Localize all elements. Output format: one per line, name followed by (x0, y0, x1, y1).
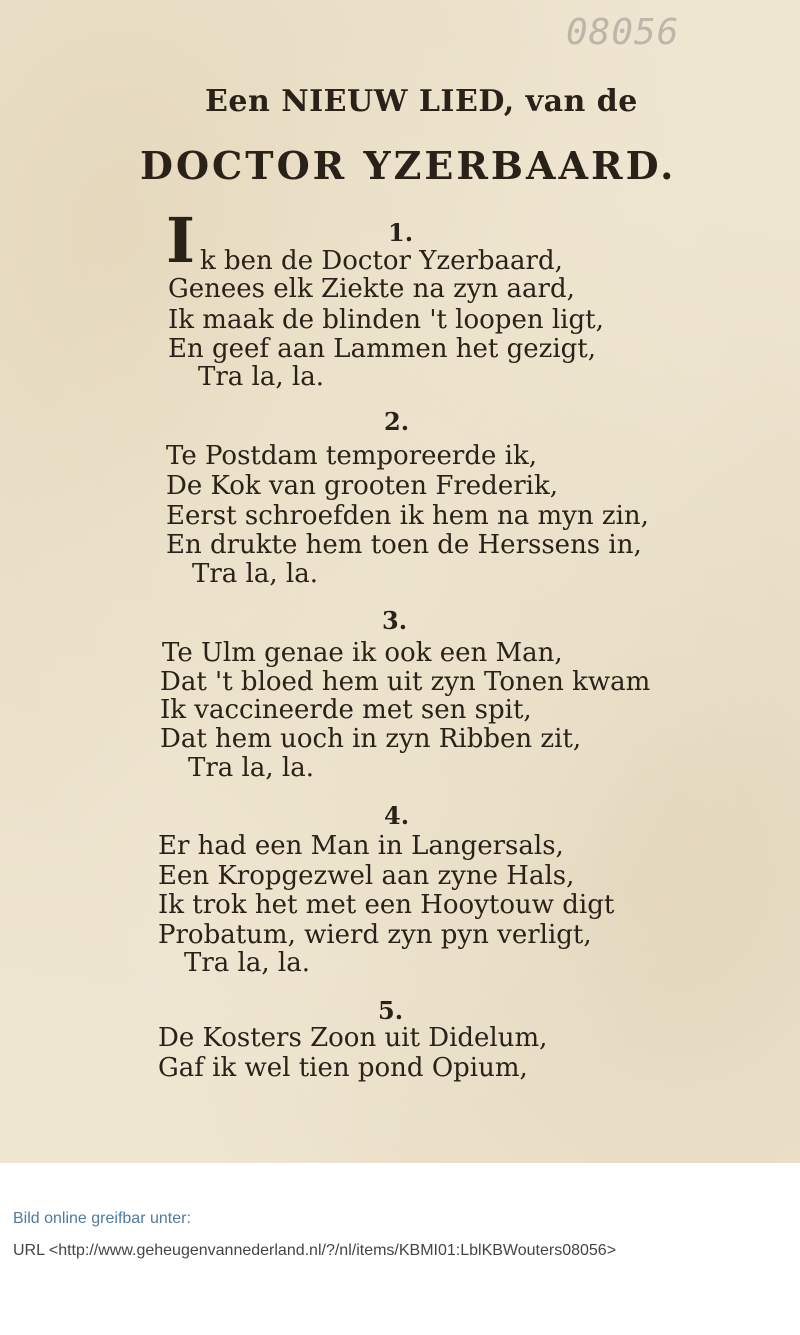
verse-line: Tra la, la. (184, 948, 310, 978)
verse-line: Dat hem uoch in zyn Ribben zit, (160, 724, 582, 754)
verse-line: Er had een Man in Langersals, (158, 831, 564, 861)
stanza-number: 1. (388, 218, 414, 247)
verse-line: Eerst schroefden ik hem na myn zin, (166, 501, 649, 531)
verse-line: Tra la, la. (188, 753, 314, 783)
caption-url[interactable]: URL <http://www.geheugenvannederland.nl/?/nl/items/KBMI01:LblKBWouters08056> (13, 1242, 617, 1259)
verse-line: Gaf ik wel tien pond Opium, (158, 1053, 528, 1083)
verse-line: De Kosters Zoon uit Didelum, (158, 1023, 548, 1053)
verse-line: Tra la, la. (198, 362, 324, 392)
verse-line: Te Postdam temporeerde ik, (166, 441, 537, 471)
title-line-1: Een NIEUW LIED, van de (205, 84, 638, 119)
verse-line: Tra la, la. (192, 559, 318, 589)
caption-label: Bild online greifbar unter: (13, 1210, 191, 1227)
verse-line: Een Kropgezwel aan zyne Hals, (158, 861, 575, 891)
stanza-number: 4. (384, 801, 410, 830)
verse-line: Genees elk Ziekte na zyn aard, (168, 274, 575, 304)
verse-line: De Kok van grooten Frederik, (166, 471, 558, 501)
verse-line: Ik maak de blinden 't loopen ligt, (168, 305, 604, 335)
archive-stamp: 08056 (566, 12, 680, 53)
verse-line: Ik vaccineerde met sen spit, (160, 695, 532, 725)
drop-cap: I (166, 204, 196, 277)
stanza-number: 2. (384, 407, 410, 436)
verse-line: Probatum, wierd zyn pyn verligt, (158, 920, 592, 950)
stanza-number: 3. (382, 606, 408, 635)
verse-line: Dat 't bloed hem uit zyn Tonen kwam (160, 667, 651, 697)
verse-line: k ben de Doctor Yzerbaard, (200, 246, 563, 276)
verse-line: En drukte hem toen de Herssens in, (166, 530, 642, 560)
verse-line: Ik trok het met een Hooytouw digt (158, 890, 615, 920)
title-line-2: DOCTOR YZERBAARD. (140, 143, 677, 188)
stanza-number: 5. (378, 996, 404, 1025)
verse-line: En geef aan Lammen het gezigt, (168, 334, 597, 364)
verse-line: Te Ulm genae ik ook een Man, (162, 638, 563, 668)
